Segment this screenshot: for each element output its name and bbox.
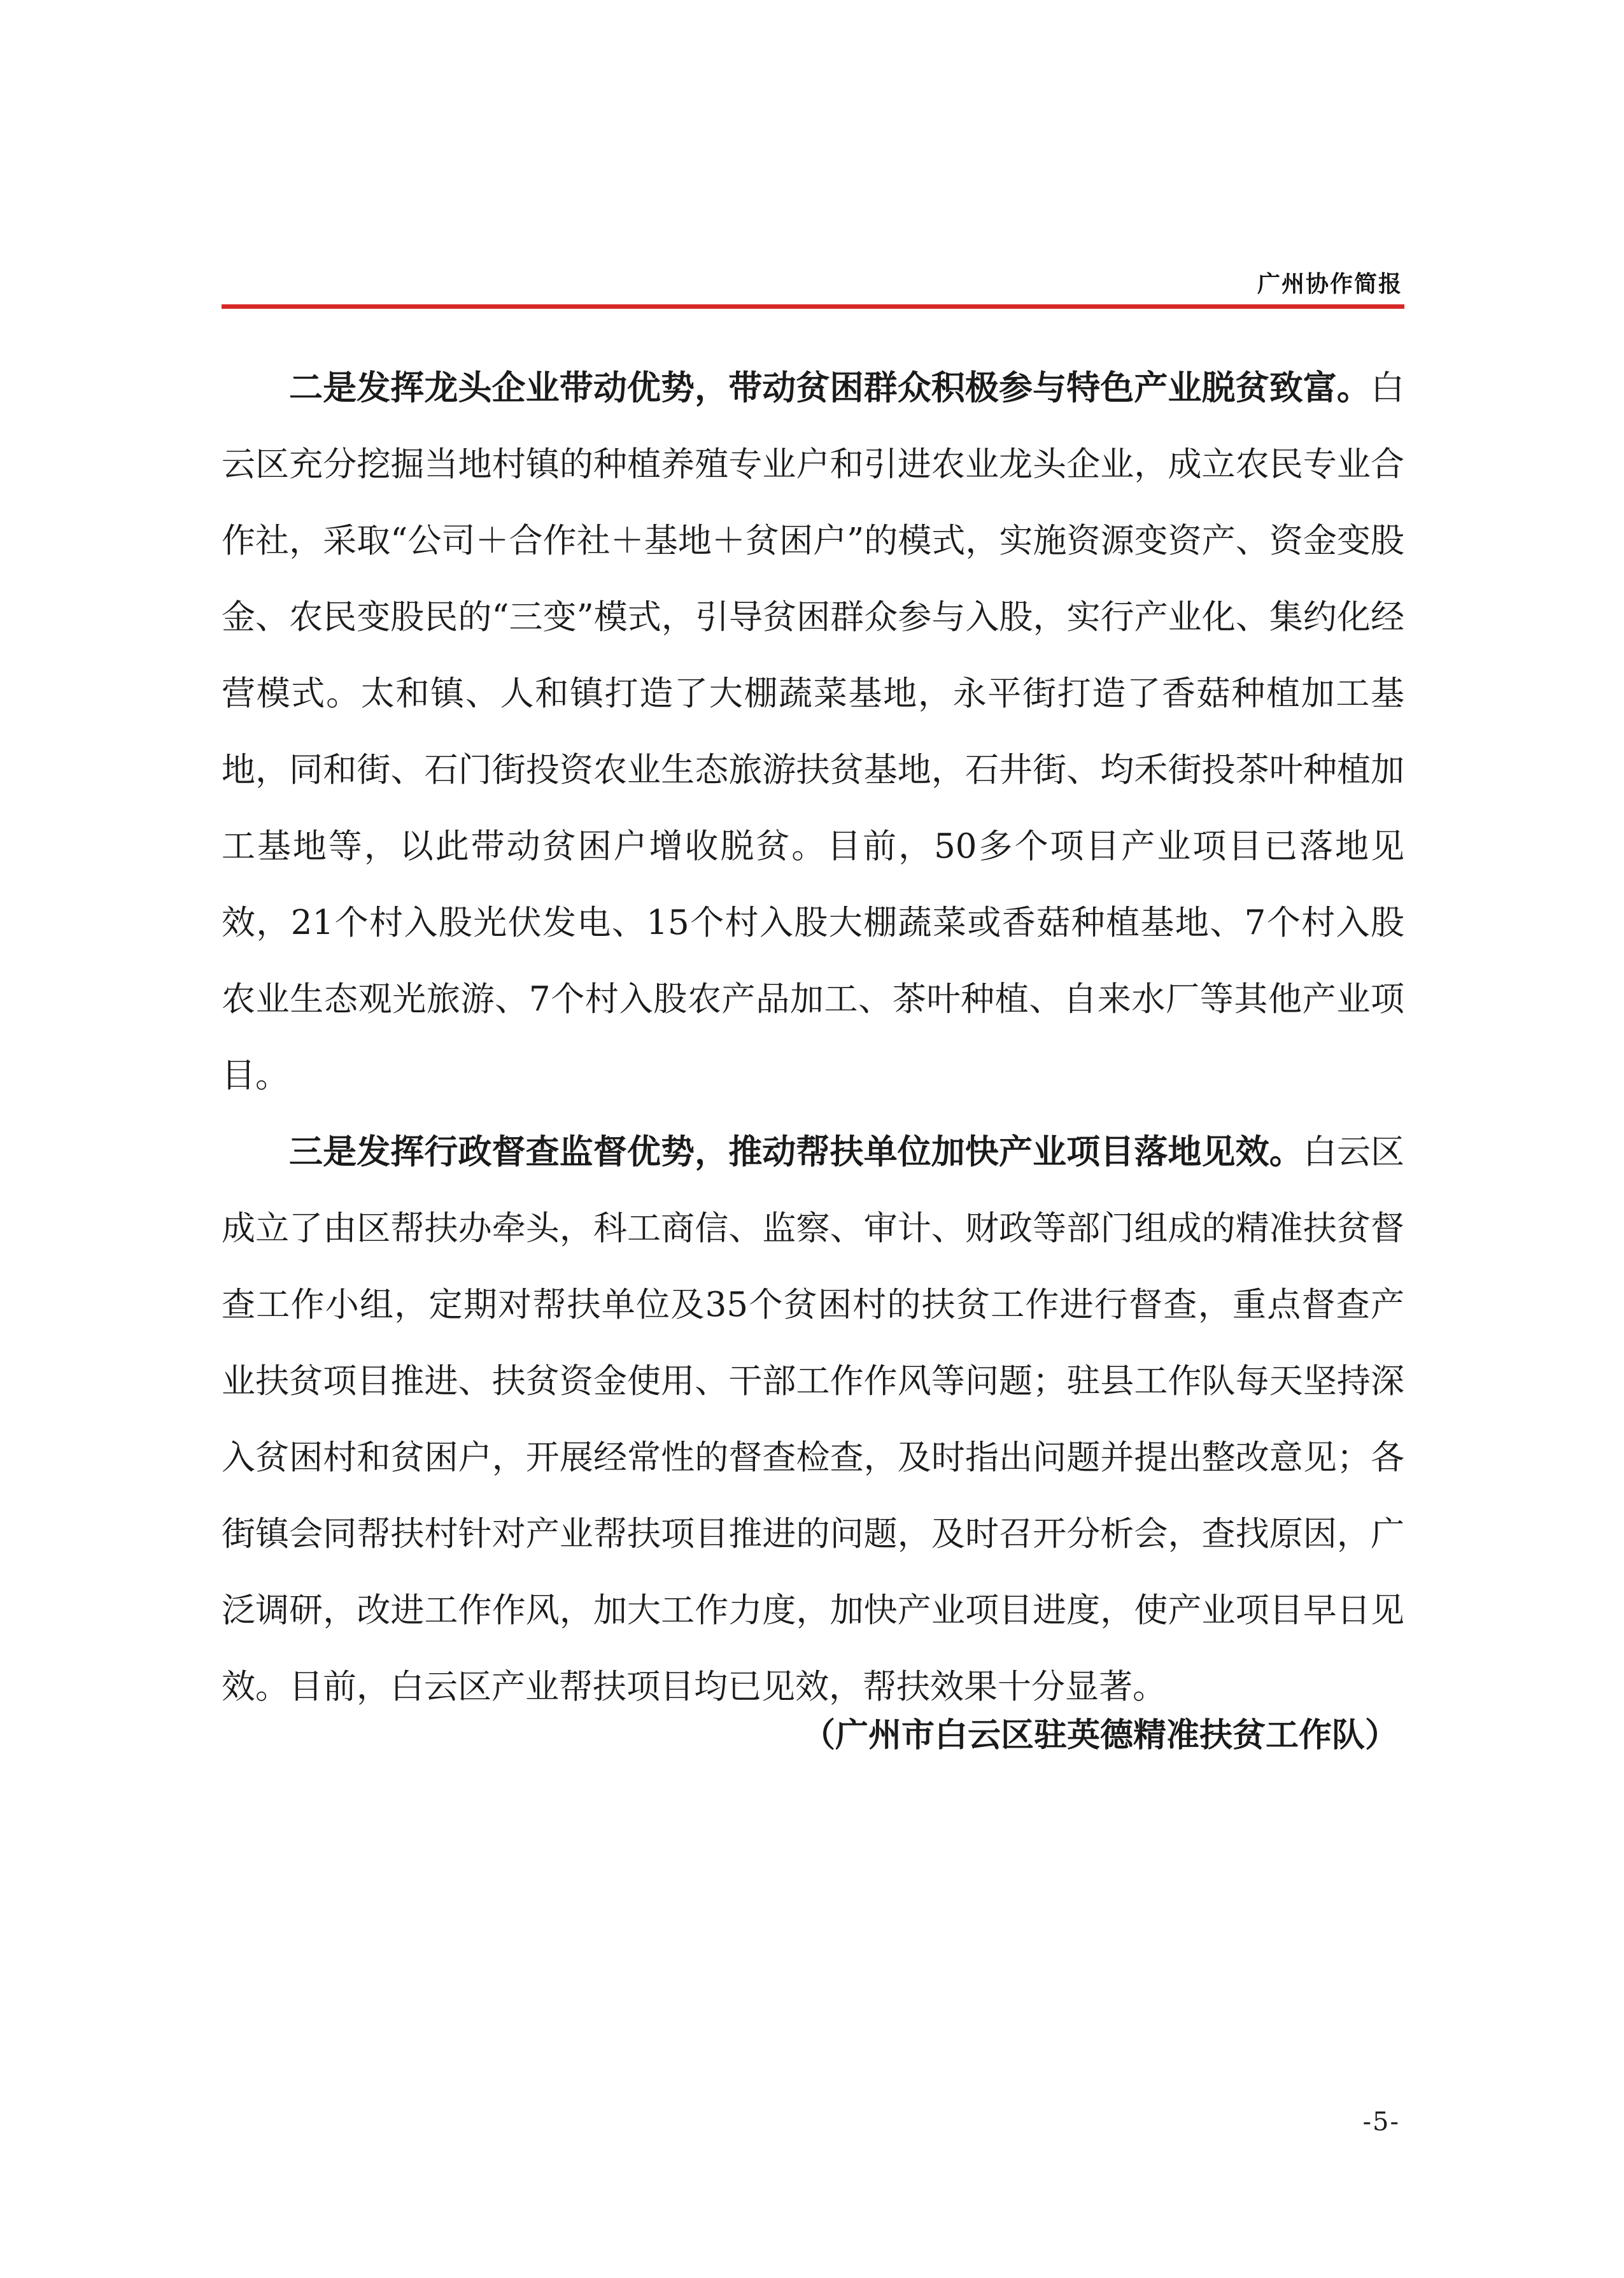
- header-divider: [222, 304, 1404, 309]
- paragraph-lead-heading: 二是发挥龙头企业带动优势，带动贫困群众积极参与特色产业脱贫致富。: [289, 369, 1371, 407]
- paragraph-text: 白云区成立了由区帮扶办牵头，科工商信、监察、审计、财政等部门组成的精准扶贫督查工作小组，定期对帮扶单位及35个贫困村的扶贫工作进行督查，重点督查产业扶贫项目推进、扶贫资金使用、干部工作作风等问题；驻县工作队每天坚持深入贫困村和贫困户，开展经常性的督查检查，及时指出问题并提出整改意见；各街镇会同帮扶村针对产业帮扶项目推进的问题，及时召开分析会，查找原因，广泛调研，改进工作作风，加大工作力度，加快产业项目进度，使产业项目早日见效。目前，白云区产业帮扶项目均已见效，帮扶效果十分显著。: [222, 1133, 1404, 1706]
- paragraph-leading-enterprises: [222, 350, 1404, 1114]
- page-number: -5-: [1362, 2107, 1400, 2137]
- paragraph-administrative-supervision: [222, 1114, 1404, 1725]
- author-signature: （广州市白云区驻英德精准扶贫工作队）: [801, 1716, 1398, 1755]
- paragraph-lead-heading: 三是发挥行政督查监督优势，推动帮扶单位加快产业项目落地见效。: [289, 1133, 1303, 1171]
- newsletter-title: 广州协作简报: [1257, 271, 1402, 297]
- paragraph-text: 白云区充分挖掘当地村镇的种植养殖专业户和引进农业龙头企业，成立农民专业合作社，采取“公司＋合作社＋基地＋贫困户”的模式，实施资源变资产、资金变股金、农民变股民的“三变”模式，引导贫困群众参与入股，实行产业化、集约化经营模式。太和镇、人和镇打造了大棚蔬菜基地，永平街打造了香菇种植加工基地，同和街、石门街投资农业生态旅游扶贫基地，石井街、均禾街投茶叶种植加工基地等，以此带动贫困户增收脱贫。目前，50多个项目产业项目已落地见效，21个村入股光伏发电、15个村入股大棚蔬菜或香菇种植基地、7个村入股农业生态观光旅游、7个村入股农产品加工、茶叶种植、自来水厂等其他产业项目。: [222, 369, 1404, 1095]
- article-body: [222, 350, 1404, 1725]
